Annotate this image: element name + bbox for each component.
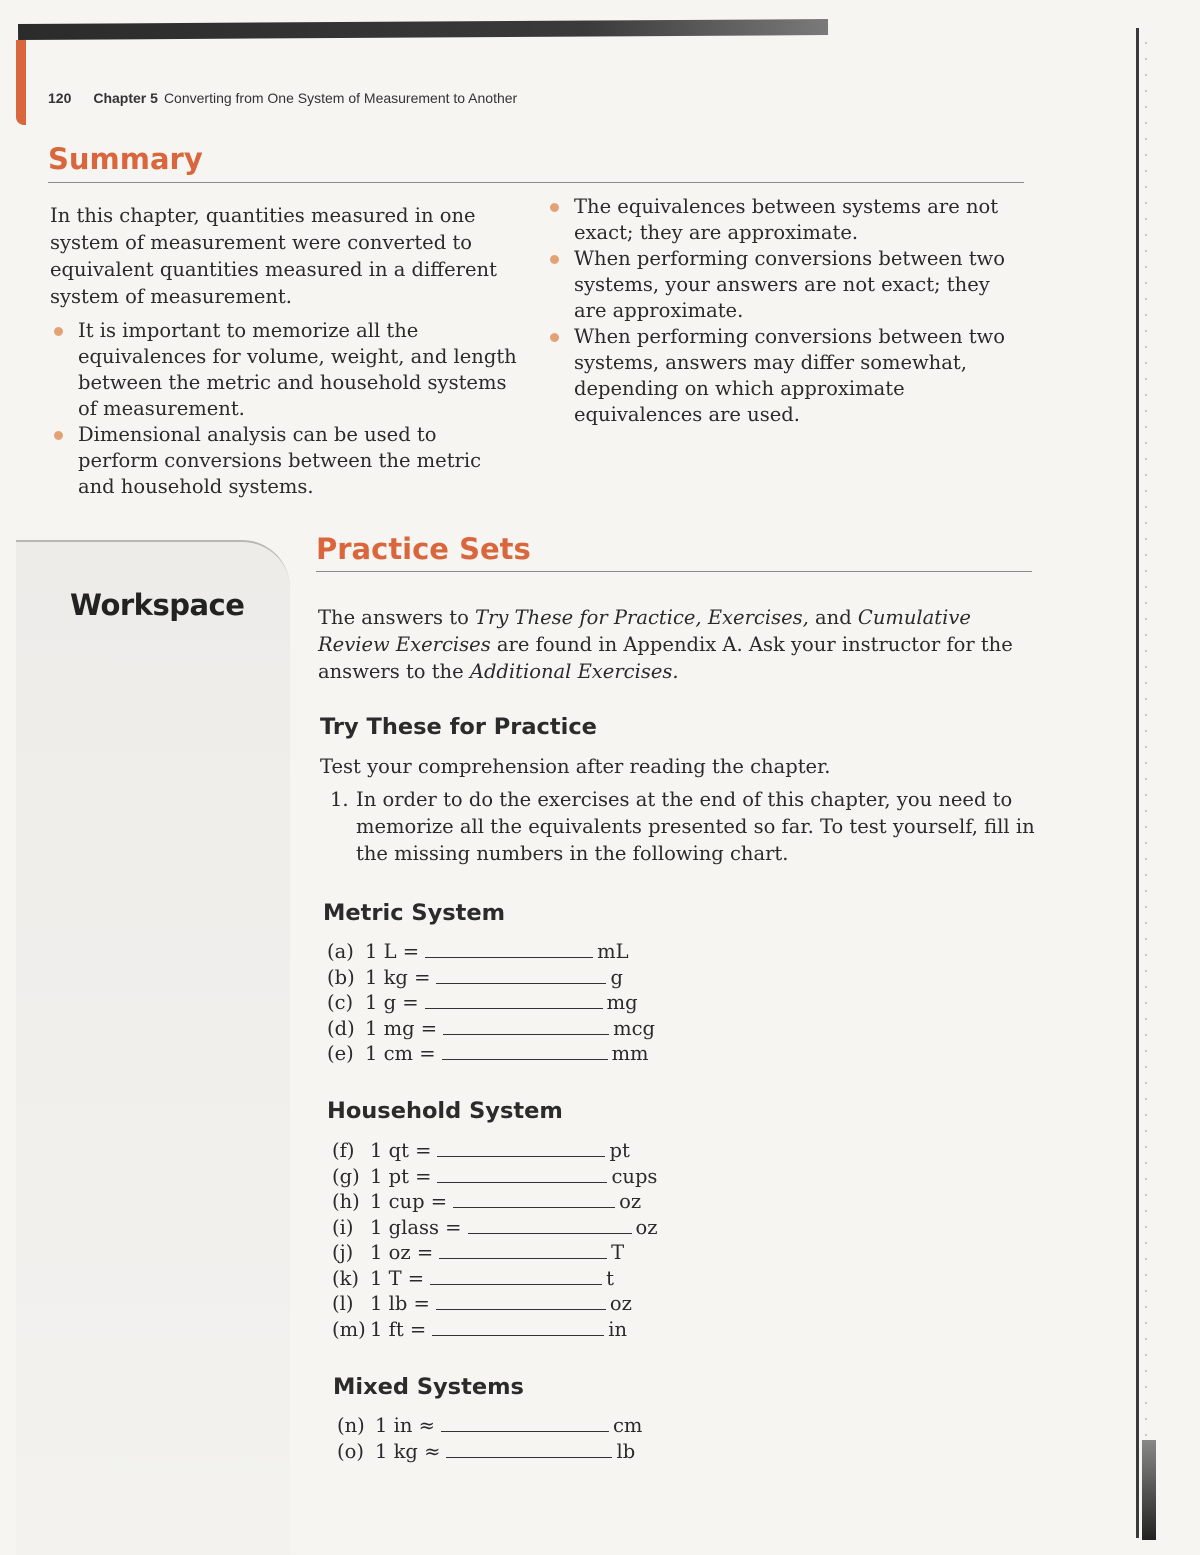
mixed-row-n: (n) 1 in ≈ cm xyxy=(337,1414,643,1437)
summary-heading: Summary xyxy=(48,142,203,176)
answer-blank[interactable] xyxy=(436,982,606,984)
answer-blank[interactable] xyxy=(432,1334,604,1336)
bullet-dot-icon xyxy=(550,203,559,212)
try-these-heading: Try These for Practice xyxy=(320,714,597,740)
try-these-lead: Test your comprehension after reading the chapter. xyxy=(320,755,831,778)
metric-row-b: (b) 1 kg = g xyxy=(327,965,623,989)
bullet-dot-icon xyxy=(54,327,63,336)
summary-rule xyxy=(48,182,1024,183)
practice-rule xyxy=(316,571,1032,572)
household-row-j: (j) 1 oz = T xyxy=(332,1241,625,1264)
household-row-h: (h) 1 cup = oz xyxy=(332,1190,642,1213)
metric-row-d: (d) 1 mg = mcg xyxy=(327,1016,656,1040)
exercise-1 xyxy=(330,786,1042,867)
answer-blank[interactable] xyxy=(436,1308,606,1310)
chapter-label: Chapter 5 xyxy=(93,90,158,106)
list-item: When performing conversions between two systems, your answers are not exact; they are approximate. xyxy=(548,246,1018,324)
answer-blank[interactable] xyxy=(443,1033,609,1035)
answer-blank[interactable] xyxy=(425,1007,603,1009)
workspace-title: Workspace xyxy=(70,588,245,622)
summary-left-bullets xyxy=(52,318,522,500)
household-system-heading: Household System xyxy=(327,1098,563,1124)
page-edge-bottom-shadow xyxy=(1142,1440,1156,1540)
household-row-k: (k) 1 T = t xyxy=(332,1266,614,1290)
household-row-g: (g) 1 pt = cups xyxy=(332,1164,658,1188)
mixed-systems-heading: Mixed Systems xyxy=(333,1374,524,1400)
household-row-f: (f) 1 qt = pt xyxy=(332,1139,630,1162)
bullet-dot-icon xyxy=(550,333,559,342)
answer-blank[interactable] xyxy=(425,956,593,958)
summary-intro: In this chapter, quantities measured in one system of measurement were converted to equivalent quantities measured in a different system of measurement. xyxy=(50,204,497,308)
answer-blank[interactable] xyxy=(468,1232,632,1234)
metric-row-e: (e) 1 cm = mm xyxy=(327,1042,649,1065)
household-exercise-list xyxy=(332,1139,658,1343)
top-decorative-bar xyxy=(18,19,828,40)
answer-blank[interactable] xyxy=(446,1456,612,1458)
mixed-row-o: (o) 1 kg ≈ lb xyxy=(337,1439,636,1463)
bullet-dot-icon xyxy=(54,431,63,440)
answer-blank[interactable] xyxy=(430,1283,602,1285)
mixed-exercise-list xyxy=(337,1414,642,1465)
metric-row-c: (c) 1 g = mg xyxy=(327,991,638,1014)
summary-right-bullets xyxy=(548,194,1018,428)
answer-blank[interactable] xyxy=(442,1058,608,1060)
list-item: When performing conversions between two systems, answers may differ somewhat, depending on which approximate equivalences are used. xyxy=(548,324,1018,428)
answer-blank[interactable] xyxy=(437,1155,605,1157)
answer-blank[interactable] xyxy=(453,1206,615,1208)
exercise-number: 1. xyxy=(330,788,349,811)
list-item: It is important to memorize all the equivalences for volume, weight, and length between the metric and household systems of measurement. xyxy=(52,318,522,422)
exercise-text: In order to do the exercises at the end of this chapter, you need to memorize all the equivalents presented so far. To test yourself, fill in the missing numbers in the following chart. xyxy=(356,788,1035,865)
metric-system-heading: Metric System xyxy=(323,900,506,926)
chapter-title: Converting from One System of Measurement to Another xyxy=(163,90,518,106)
household-row-l: (l) 1 lb = oz xyxy=(332,1292,632,1315)
page-number: 120 xyxy=(48,90,72,106)
household-row-i: (i) 1 glass = oz xyxy=(332,1215,658,1239)
answer-blank[interactable] xyxy=(439,1257,607,1259)
list-item: Dimensional analysis can be used to perform conversions between the metric and household systems. xyxy=(52,422,522,500)
answer-blank[interactable] xyxy=(437,1181,607,1183)
list-item: The equivalences between systems are not exact; they are approximate. xyxy=(548,194,1018,246)
household-row-m: (m) 1 ft = in xyxy=(332,1317,627,1341)
running-head xyxy=(48,90,517,106)
practice-intro: The answers to Try These for Practice, Exercises, and Cumulative Review Exercises are found in Appendix A. Ask your instructor for the answers to the Additional Exercises. xyxy=(318,606,1013,683)
metric-exercise-list xyxy=(327,940,655,1068)
bullet-dot-icon xyxy=(550,255,559,264)
metric-row-a: (a) 1 L = mL xyxy=(327,940,629,963)
chapter-color-tab xyxy=(16,40,26,125)
workspace-panel xyxy=(16,540,290,1555)
practice-sets-heading: Practice Sets xyxy=(316,532,531,566)
answer-blank[interactable] xyxy=(441,1430,609,1432)
page-edge-shadow xyxy=(1136,28,1163,1538)
